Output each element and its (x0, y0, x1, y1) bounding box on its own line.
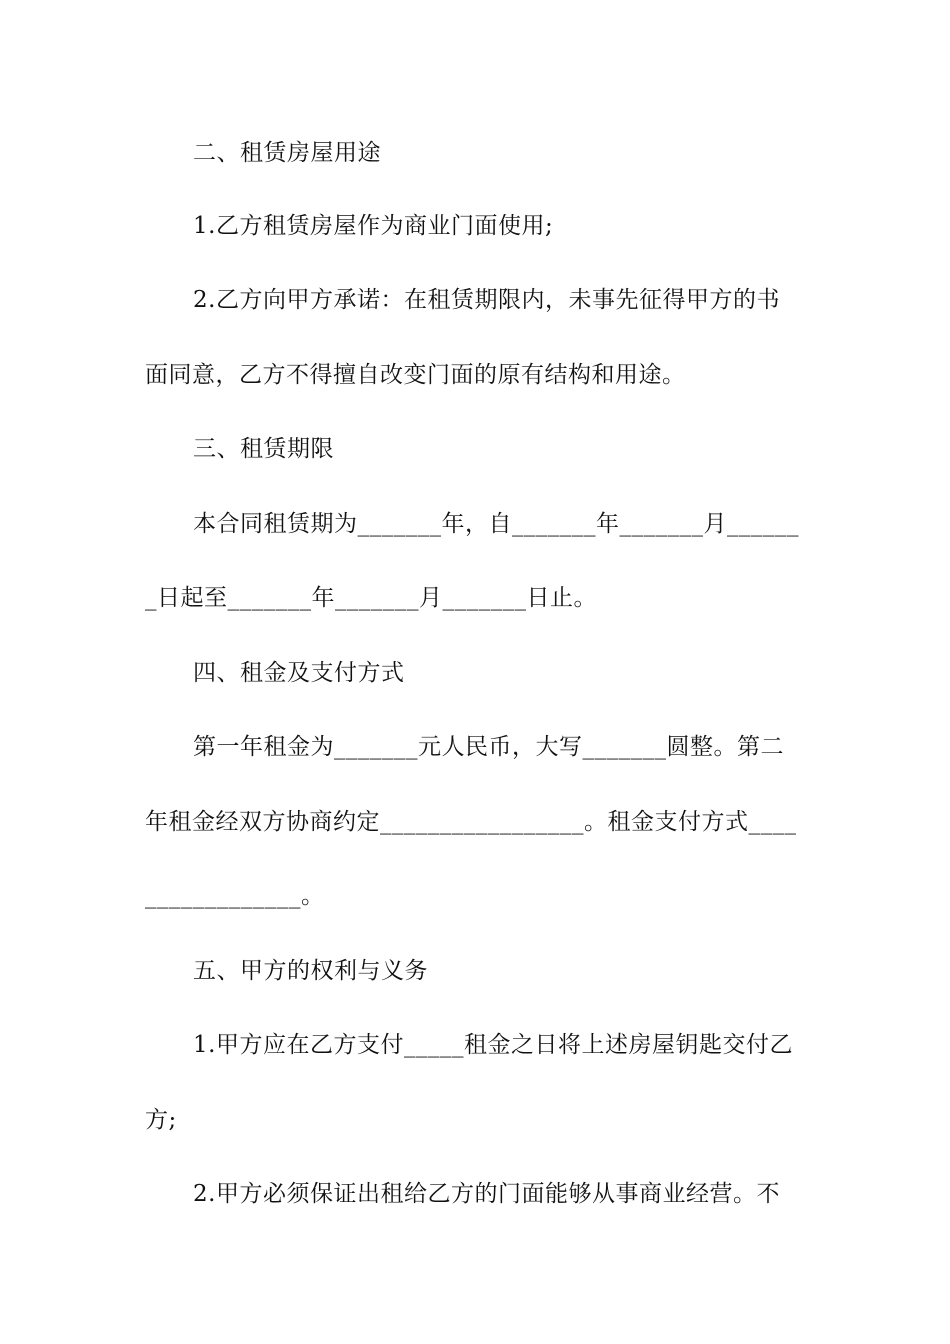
paragraph-line: 方; (145, 1107, 177, 1133)
paragraph-line: _____________。 (145, 883, 325, 909)
section-heading-rental-term: 三、租赁期限 (193, 436, 334, 462)
paragraph-line: _日起至_______年_______月_______日止。 (145, 585, 597, 611)
paragraph-line: 1.乙方租赁房屋作为商业门面使用; (193, 213, 554, 239)
paragraph-line: 年租金经双方协商约定_________________。租金支付方式____ (145, 809, 797, 835)
section-heading-party-a-rights: 五、甲方的权利与义务 (193, 958, 428, 984)
section-heading-rent-payment: 四、租金及支付方式 (193, 660, 405, 686)
paragraph-line: 2.甲方必须保证出租给乙方的门面能够从事商业经营。不 (193, 1181, 780, 1207)
paragraph-line: 面同意，乙方不得擅自改变门面的原有结构和用途。 (145, 362, 686, 388)
paragraph-line: 1.甲方应在乙方支付_____租金之日将上述房屋钥匙交付乙 (193, 1032, 793, 1058)
paragraph-line: 本合同租赁期为_______年，自_______年_______月______ (193, 511, 799, 537)
paragraph-line: 2.乙方向甲方承诺：在租赁期限内，未事先征得甲方的书 (193, 287, 780, 313)
section-heading-rental-use: 二、租赁房屋用途 (193, 140, 381, 166)
paragraph-line: 第一年租金为_______元人民币，大写_______圆整。第二 (193, 734, 784, 760)
